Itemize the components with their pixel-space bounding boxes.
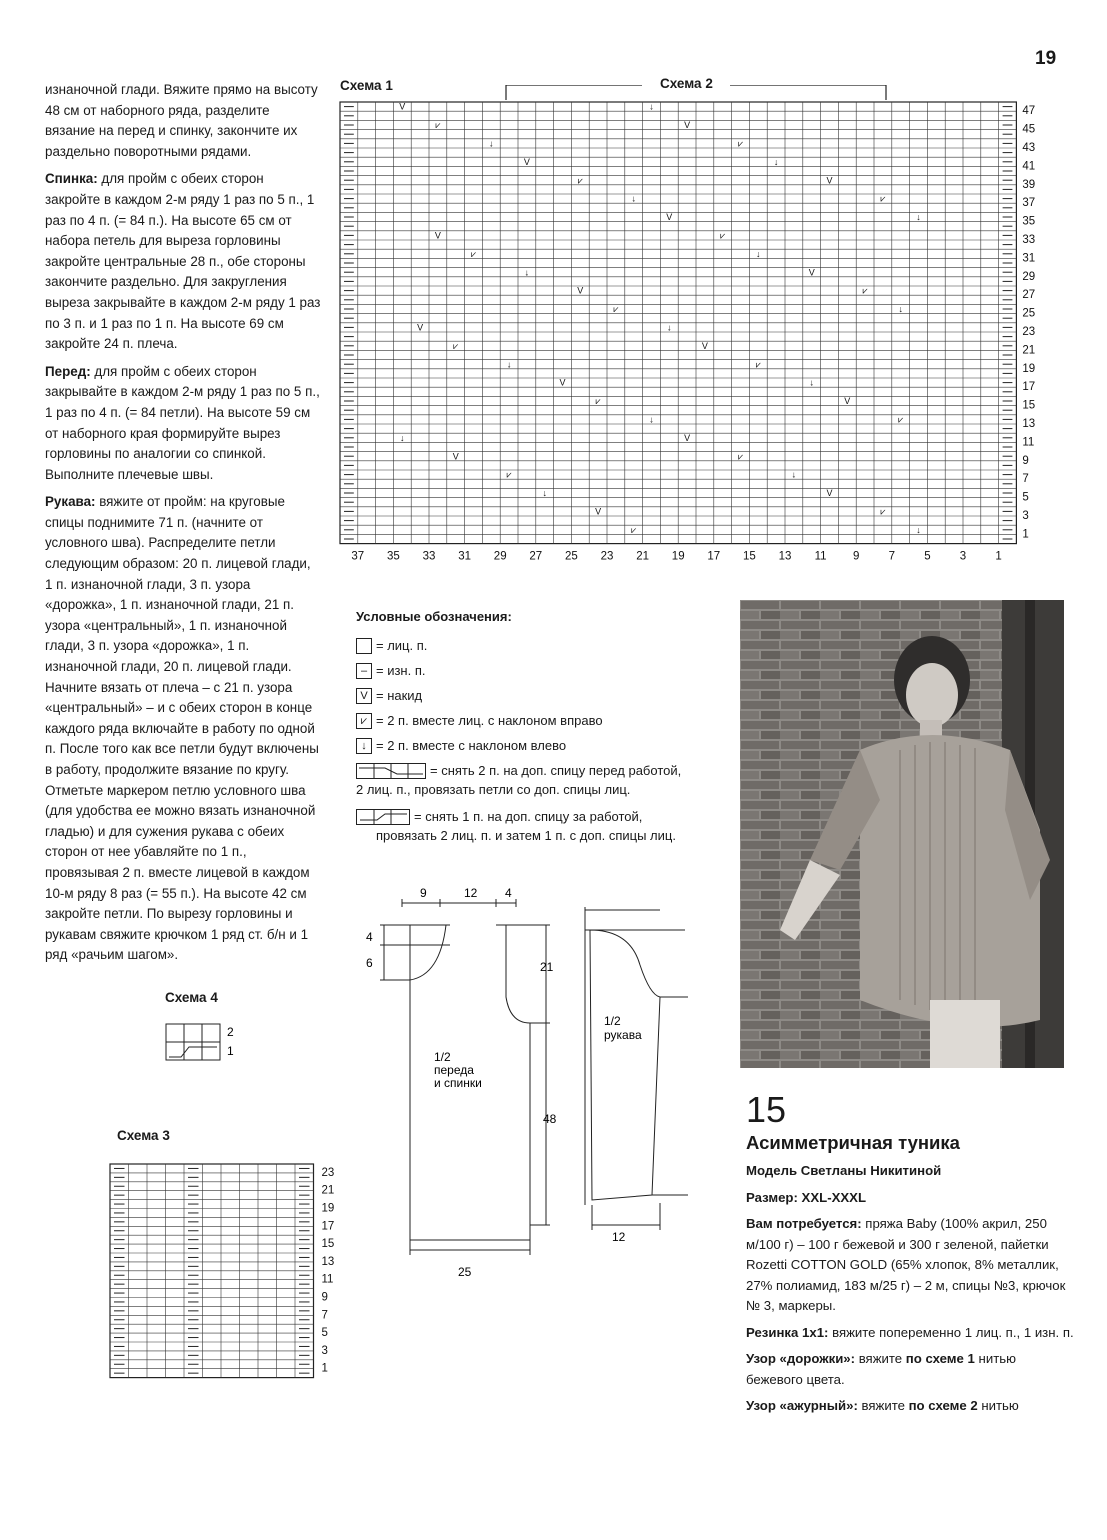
chart-row-label: 41 (1022, 160, 1036, 173)
svg-text:V: V (523, 156, 530, 167)
main-knitting-chart (330, 85, 1070, 565)
svg-text:↓: ↓ (649, 101, 654, 112)
chart-row-label: 13 (1022, 418, 1036, 430)
chart-col-labels (351, 551, 1001, 563)
svg-text:⩗: ⩗ (862, 285, 868, 296)
yarnover-symbol-icon: V (356, 688, 372, 704)
chart-row-label: 19 (1022, 362, 1036, 375)
k2tog-left-symbol-icon: ↓ (356, 738, 372, 754)
chart-col-label: 31 (458, 550, 471, 563)
chart3-row-label: 19 (321, 1202, 335, 1215)
rib-label: Резинка 1х1: (746, 1324, 829, 1340)
dim-right-2: 48 (543, 1112, 557, 1126)
dim-top-1: 9 (420, 886, 427, 900)
svg-text:⩗: ⩗ (898, 414, 904, 425)
materials-text: пряжа Baby (100% акрил, 250 м/100 г) – 100 г бежевой и 300 г зеленой, пайетки Rozetti COTTON GOLD (65% хлопок, 8% металлик, 27% полиамид, 183 м/25 г) – 2 м, спицы №3, крючок № 3, маркеры. (746, 1216, 1066, 1313)
legend-item-k2tog-left (356, 733, 746, 758)
svg-text:V: V (701, 340, 708, 351)
materials-paragraph (746, 1214, 1074, 1317)
lace-label: Узор «ажурный»: (746, 1398, 858, 1413)
chart-row-label: 23 (1022, 326, 1036, 338)
svg-text:V: V (826, 488, 833, 499)
sleeve-label-2: рукава (604, 1028, 642, 1042)
chart-col-label: 35 (387, 550, 400, 563)
rib-paragraph (746, 1323, 1074, 1344)
dim-left-1: 4 (366, 930, 373, 944)
svg-text:↓: ↓ (756, 248, 761, 259)
chart3-grid (110, 1164, 314, 1378)
chart3-row-label: 1 (321, 1362, 328, 1375)
svg-text:↓: ↓ (631, 193, 636, 204)
svg-text:⩗: ⩗ (880, 193, 886, 204)
chart3-row-label: 5 (321, 1327, 328, 1340)
chart2-title: Схема 2 (660, 76, 713, 91)
legend-title: Условные обозначения: (356, 609, 512, 624)
chart-row-label: 29 (1022, 270, 1036, 283)
svg-text:↓: ↓ (809, 377, 814, 388)
sleeves-text: вяжите от пройм: на круговые спицы поднимите 71 п. (начните от условного шва). Распределите петли следующим образом: 20 п. лицевой глади, 1 п. изнаночной глади, 3 п. узора «дорожка», 1 п. изнаночной глади, 21 п. узора «центральный», 1 п. изнаночной глади, 3 п. узора «дорожка», 1 п. изнаночной глади, 20 п. лицевой глади. Начните вязать от плеча – с 21 п. узора «центральный» – и с обеих сторон в конце каждого ряда включайте в работу по одной п. После того как все петли будут включены в работу, продолжите вязание по кругу. Отметьте маркером петлю условного шва (для удобства ее можно вязать изнаночной гладью) и для сужения рукава с обеих сторон от нее убавляйте по 1 п., провязывая 2 п. вместе лицевой в каждом 10-м ряду 8 раз (= 55 п.). На высоте 42 см закройте петли. По вырезу горловины и рукавам свяжите крючком 1 ряд ст. б/н и 1 ряд «рачьим шагом». (45, 494, 319, 963)
svg-text:V: V (577, 285, 584, 296)
svg-text:↓: ↓ (773, 156, 779, 167)
svg-text:V: V (434, 230, 441, 241)
svg-text:V: V (452, 451, 459, 462)
chart3-row-label: 9 (321, 1291, 328, 1304)
chart3-row-label: 11 (321, 1273, 334, 1286)
legend-text: = снять 1 п. на доп. спицу за работой, (414, 808, 643, 824)
svg-text:V: V (559, 377, 566, 388)
chart1-title: Схема 1 (340, 78, 393, 93)
chart-col-label: 9 (852, 550, 860, 563)
chart-row-label: 35 (1022, 215, 1036, 228)
model-title: Асимметричная туника (746, 1131, 960, 1153)
svg-text:↓: ↓ (649, 414, 654, 425)
chart-col-label: 15 (743, 550, 756, 563)
back-label: Спинка: (45, 171, 98, 187)
legend-item-k2tog-right (356, 708, 746, 733)
front-text: для пройм с обеих сторон закрывайте в каждом 2-м ряду 1 раз по 5 п., 1 раз по 4 п. (= 84 петли). На высоте 59 см от наборного края формируйте вырез горловины по аналогии со спинкой. Выполните плечевые швы. (45, 363, 320, 482)
instructions-column (45, 80, 321, 973)
chart-row-labels (1022, 105, 1035, 540)
chart-row-label: 3 (1022, 510, 1029, 522)
chart3-row-label: 3 (321, 1344, 328, 1357)
chart3-row-label: 23 (321, 1166, 335, 1179)
dim-top-2: 12 (464, 886, 478, 900)
chart-row-label: 27 (1022, 289, 1036, 302)
chart-col-label: 7 (888, 550, 896, 563)
model-size: Размер: XXL-XXXL (746, 1189, 867, 1205)
chart3-row-labels (322, 1167, 335, 1375)
svg-text:V: V (595, 506, 602, 517)
chart3-row-label: 13 (321, 1255, 335, 1268)
svg-text:V: V (417, 322, 424, 333)
chart4-title: Схема 4 (165, 990, 218, 1005)
cable-front-symbol-icon (356, 763, 426, 779)
sleeve-bottom-dim: 12 (612, 1230, 626, 1244)
svg-text:V: V (684, 120, 691, 131)
body-label-2: переда (434, 1063, 474, 1077)
chart3 (108, 1162, 348, 1392)
front-paragraph (45, 362, 321, 486)
svg-text:⩗: ⩗ (506, 469, 512, 480)
model-description (746, 1089, 1074, 1423)
model-number: 15 (746, 1089, 787, 1130)
materials-label: Вам потребуется: (746, 1216, 862, 1231)
chart-col-label: 1 (995, 550, 1002, 563)
chart2-bracket (506, 85, 886, 100)
chart-row-label: 39 (1022, 178, 1036, 191)
legend-text-cont: 2 лиц. п., провязать петли со доп. спицы лиц. (356, 782, 631, 797)
svg-text:⩗: ⩗ (577, 175, 583, 186)
legend-item-purl (356, 658, 746, 683)
chart-col-label: 3 (959, 550, 967, 563)
chart-row-label: 15 (1022, 399, 1036, 412)
legend (356, 607, 746, 846)
chart-col-label: 13 (778, 550, 792, 563)
svg-text:↓: ↓ (791, 469, 797, 480)
chart3-row-label: 17 (321, 1220, 335, 1233)
model-author: Модель Светланы Никитиной (746, 1163, 942, 1178)
chart-row-label: 11 (1022, 436, 1035, 449)
legend-item-knit (356, 633, 746, 658)
sleeves-label: Рукава: (45, 494, 96, 510)
chart-row-label: 31 (1022, 252, 1036, 265)
legend-text: = 2 п. вместе лиц. с наклоном вправо (376, 712, 603, 728)
svg-text:V: V (399, 101, 406, 112)
svg-text:V: V (684, 432, 691, 443)
legend-text: = накид (376, 687, 423, 703)
chart4-row-1: 1 (227, 1044, 234, 1058)
chart-row-label: 9 (1022, 454, 1029, 467)
svg-text:↓: ↓ (898, 304, 903, 315)
svg-text:⩗: ⩗ (755, 359, 761, 370)
chart-row-label: 37 (1022, 197, 1036, 210)
chart-col-label: 23 (600, 550, 614, 563)
chart-row-label: 17 (1022, 381, 1036, 394)
chart-col-label: 17 (707, 550, 721, 563)
legend-text: = лиц. п. (376, 637, 428, 653)
svg-text:⩗: ⩗ (435, 120, 441, 131)
photo-illustration (740, 600, 1064, 1068)
chart4-row-2: 2 (227, 1025, 234, 1039)
svg-text:V: V (826, 175, 833, 186)
k2tog-right-symbol-icon: ⩗ (356, 713, 372, 729)
chart-row-label: 21 (1022, 344, 1036, 357)
back-paragraph (45, 169, 321, 354)
svg-text:↓: ↓ (916, 524, 921, 535)
body-label-3: и спинки (434, 1076, 482, 1090)
chart3-row-label: 15 (321, 1238, 335, 1251)
chart-grid (340, 102, 1016, 544)
svg-text:⩗: ⩗ (613, 304, 619, 315)
chart-col-label: 25 (565, 550, 578, 563)
rib-text: вяжите попеременно 1 лиц. п., 1 изн. п. (828, 1324, 1074, 1340)
sleeve-label-1: 1/2 (604, 1014, 621, 1028)
chart-col-label: 21 (636, 550, 649, 563)
lace-text: вяжите (857, 1398, 909, 1413)
chart3-row-label: 21 (321, 1184, 335, 1197)
legend-text: = изн. п. (376, 662, 426, 678)
dim-right-1: 21 (540, 960, 554, 974)
dim-left-2: 6 (366, 956, 373, 970)
svg-text:↓: ↓ (400, 432, 405, 443)
purl-symbol-icon: – (356, 663, 372, 679)
legend-item-yarnover (356, 683, 746, 708)
svg-text:⩗: ⩗ (880, 506, 886, 517)
svg-text:↓: ↓ (916, 212, 921, 223)
chart-col-label: 11 (814, 550, 827, 563)
chart-row-label: 25 (1022, 307, 1036, 320)
lace-paragraph (746, 1396, 1074, 1417)
svg-text:⩗: ⩗ (595, 396, 601, 407)
chart-row-label: 5 (1022, 491, 1029, 504)
knit-symbol-icon (356, 638, 372, 654)
dim-top-3: 4 (505, 886, 512, 900)
cable-back-symbol-icon (356, 809, 410, 825)
front-label: Перед: (45, 363, 91, 379)
intro-text: изнаночной глади. Вяжите прямо на высоту 48 см от наборного ряда, разделите вязание на перед и спинку, закончите их раздельно поворотными рядами. (45, 82, 318, 159)
svg-text:↓: ↓ (506, 359, 512, 370)
page-number: 19 (1035, 48, 1057, 69)
chart-row-label: 45 (1022, 123, 1036, 136)
svg-text:⩗: ⩗ (631, 524, 637, 535)
back-text: для пройм с обеих сторон закройте в каждом 2-м ряду 1 раз по 5 п., 1 раз по 4 п. (= 84 п.). На высоте 65 см от набора петель для выреза горловины закройте центральные 28 п., обе стороны закончите раздельно. Для закругления выреза закрывайте в каждом 2-м ряду 1 раз по 3 п. и 1 раз по 1 п. На высоте 69 см закройте 24 п. плеча. (45, 171, 321, 352)
intro-paragraph (45, 80, 321, 162)
legend-text: = снять 2 п. на доп. спицу перед работой, (430, 762, 682, 778)
path-bold: по схеме 1 (905, 1351, 975, 1366)
chart-row-label: 33 (1022, 234, 1036, 246)
chart3-title: Схема 3 (117, 1128, 170, 1143)
chart-row-label: 7 (1022, 473, 1029, 486)
dim-bottom: 25 (458, 1265, 472, 1279)
svg-text:⩗: ⩗ (737, 138, 744, 149)
legend-text: = 2 п. вместе с наклоном влево (376, 737, 567, 753)
chart-col-label: 19 (671, 550, 685, 563)
sleeves-paragraph (45, 492, 321, 966)
svg-text:⩗: ⩗ (720, 230, 726, 241)
chart-col-label: 37 (351, 550, 365, 563)
path-label: Узор «дорожки»: (746, 1351, 856, 1366)
svg-text:⩗: ⩗ (453, 340, 459, 351)
svg-text:⩗: ⩗ (470, 248, 477, 259)
chart-col-label: 27 (529, 550, 543, 563)
chart-row-label: 47 (1022, 105, 1036, 118)
garment-pattern (360, 885, 710, 1295)
lace-text-end: нитью (977, 1398, 1019, 1413)
path-text-end: нитью бежевого цвета. (746, 1351, 1017, 1387)
svg-text:V: V (666, 212, 673, 223)
chart-row-label: 43 (1022, 142, 1036, 154)
svg-text:↓: ↓ (542, 488, 547, 499)
chart-row-label: 1 (1022, 528, 1029, 541)
chart-col-label: 29 (493, 550, 507, 563)
svg-text:V: V (844, 396, 851, 407)
chart-col-label: 5 (924, 550, 931, 563)
svg-text:↓: ↓ (667, 322, 672, 333)
chart-col-label: 33 (422, 550, 436, 563)
body-label-1: 1/2 (434, 1050, 451, 1064)
path-paragraph (746, 1349, 1074, 1390)
chart3-row-label: 7 (321, 1309, 328, 1322)
svg-text:↓: ↓ (489, 138, 494, 149)
legend-text-cont: провязать 2 лиц. п. и затем 1 п. с доп. спицы лиц. (376, 828, 676, 843)
chart4 (165, 1020, 255, 1065)
svg-text:↓: ↓ (524, 267, 530, 278)
lace-bold: по схеме 2 (908, 1398, 978, 1413)
path-text: вяжите (855, 1351, 906, 1366)
model-photo (740, 600, 1064, 1068)
svg-text:V: V (808, 267, 815, 278)
svg-text:⩗: ⩗ (737, 451, 744, 462)
